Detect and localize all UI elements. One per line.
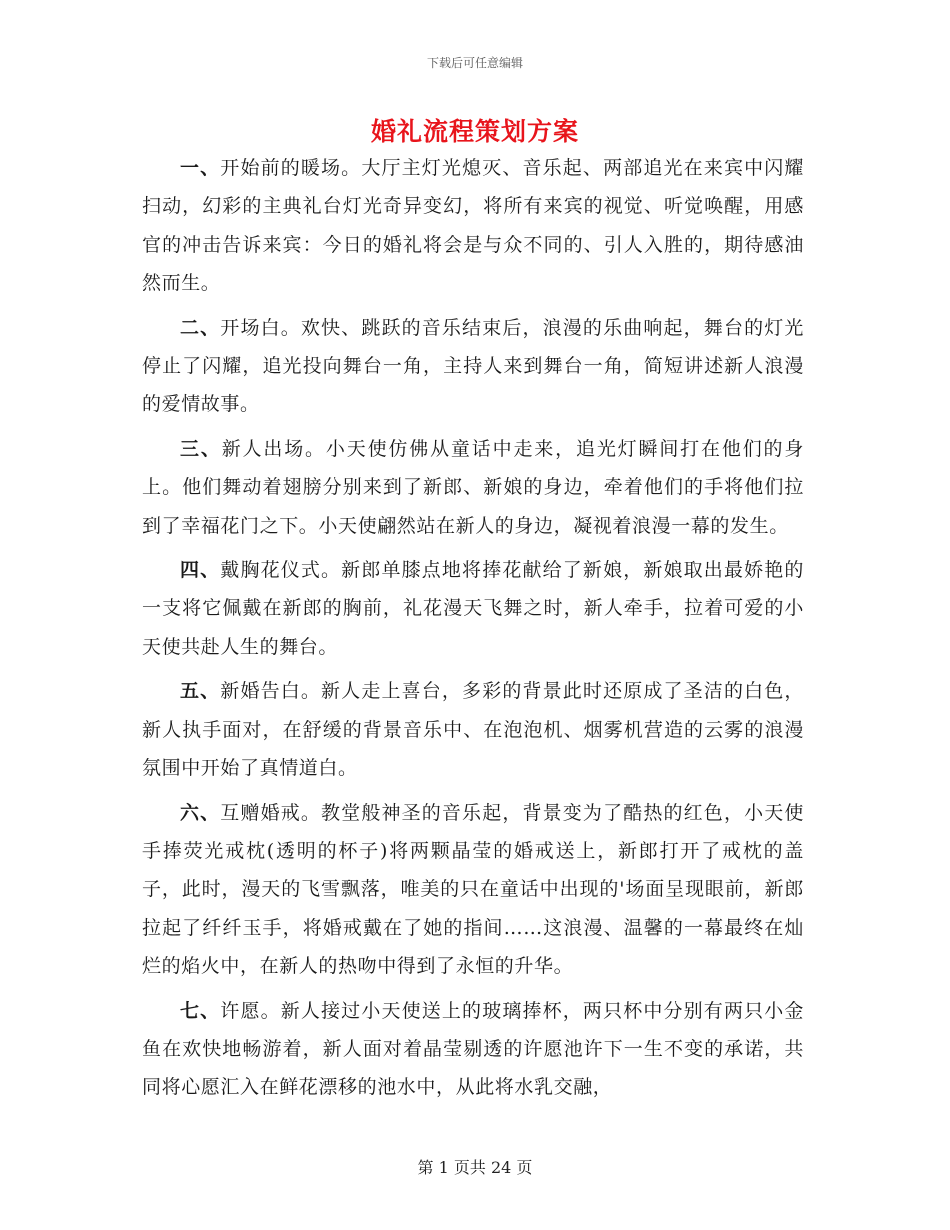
paragraph-lead: 七、 (180, 999, 221, 1022)
paragraph-3 (142, 430, 804, 545)
paragraph-lead: 六、 (180, 801, 221, 824)
document-title: 婚礼流程策划方案 (370, 117, 579, 146)
paragraph-text: 开场白。欢快、跳跃的音乐结束后，浪漫的乐曲响起，舞台的灯光停止了闪耀，追光投向舞台一角，主持人来到舞台一角，简短讲述新人浪漫的爱情故事。 (142, 316, 804, 416)
paragraph-text: 新人出场。小天使仿佛从童话中走来，追光灯瞬间打在他们的身上。他们舞动着翅膀分别来到了新郎、新娘的身边，牵着他们的手将他们拉到了幸福花门之下。小天使翩然站在新人的身边，凝视着浪漫一幕的发生。 (142, 437, 804, 537)
paragraph-1 (142, 149, 804, 303)
paragraph-2 (142, 309, 804, 424)
paragraph-text: 互赠婚戒。教堂般神圣的音乐起，背景变为了酷热的红色，小天使手捧荧光戒枕(透明的杯子)将两颗晶莹的婚戒送上，新郎打开了戒枕的盖子，此时，漫天的飞雪飘落，唯美的只在童话中出现的'场面呈现眼前，新郎拉起了纤纤玉手，将婚戒戴在了她的指间……这浪漫、温馨的一幕最终在灿烂的焰火中，在新人的热吻中得到了永恒的升华。 (142, 801, 804, 978)
document-body (142, 149, 804, 1113)
page-number-footer: 第 1 页共 24 页 (417, 1158, 533, 1177)
paragraph-lead: 三、 (180, 437, 222, 460)
paragraph-6 (142, 794, 804, 986)
paragraph-text: 开始前的暖场。大厅主灯光熄灭、音乐起、两部追光在来宾中闪耀扫动，幻彩的主典礼台灯光奇异变幻，将所有来宾的视觉、听觉唤醒，用感官的冲击告诉来宾：今日的婚礼将会是与众不同的、引人入胜的，期待感油然而生。 (142, 157, 804, 295)
paragraph-5 (142, 672, 804, 787)
paragraph-4 (142, 551, 804, 666)
paragraph-lead: 五、 (180, 680, 221, 703)
paragraph-7 (142, 992, 804, 1107)
paragraph-lead: 四、 (180, 559, 221, 582)
header-note: 下载后可任意编辑 (426, 56, 523, 70)
paragraph-lead: 二、 (180, 316, 221, 339)
paragraph-text: 新婚告白。新人走上喜台，多彩的背景此时还原成了圣洁的白色，新人执手面对，在舒缓的背景音乐中、在泡泡机、烟雾机营造的云雾的浪漫氛围中开始了真情道白。 (142, 680, 804, 780)
paragraph-text: 许愿。新人接过小天使送上的玻璃捧杯，两只杯中分别有两只小金鱼在欢快地畅游着，新人面对着晶莹剔透的许愿池许下一生不变的承诺，共同将心愿汇入在鲜花漂移的池水中，从此将水乳交融， (142, 999, 804, 1099)
paragraph-text: 戴胸花仪式。新郎单膝点地将捧花献给了新娘，新娘取出最娇艳的一支将它佩戴在新郎的胸前，礼花漫天飞舞之时，新人牵手，拉着可爱的小天使共赴人生的舞台。 (142, 559, 804, 658)
paragraph-lead: 一、 (180, 157, 221, 179)
